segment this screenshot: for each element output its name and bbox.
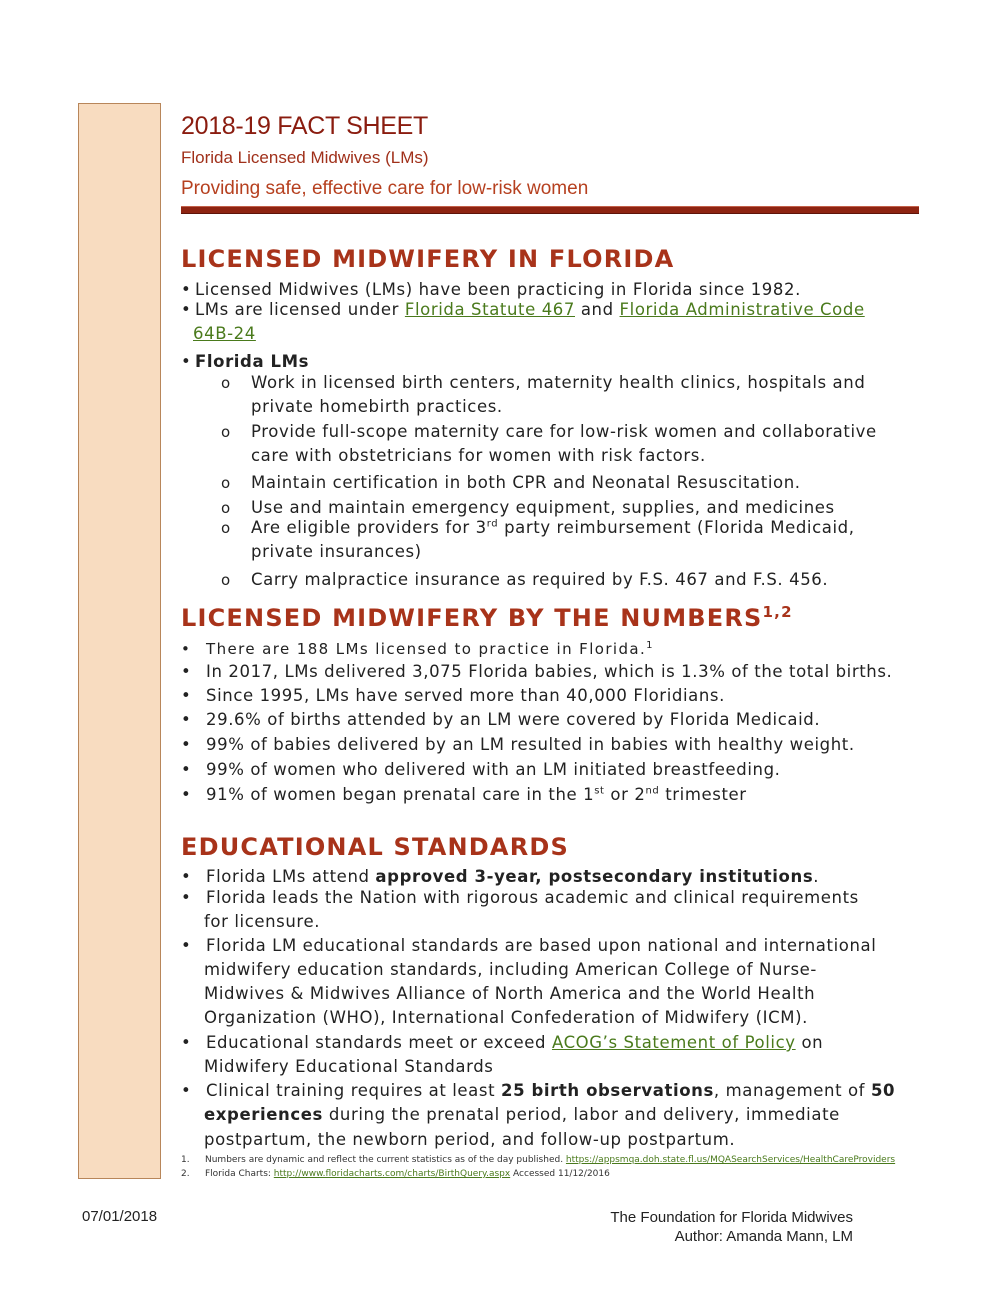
sub-list-item: o Provide full-scope maternity care for low-risk women and collaborative care with obstetricians for women with risk factors. bbox=[221, 422, 877, 465]
bullet-icon: • bbox=[181, 280, 192, 299]
bullet-icon: • bbox=[181, 640, 192, 658]
bullet-icon: • bbox=[181, 735, 192, 754]
bullet-icon: • bbox=[181, 1081, 192, 1100]
list-item-continued: experiences during the prenatal period, labor and delivery, immediate bbox=[204, 1105, 840, 1124]
list-item: • Educational standards meet or exceed ACOG’s Statement of Policy on bbox=[181, 1031, 921, 1055]
florida-statute-link[interactable]: Florida Statute 467 bbox=[404, 300, 575, 319]
list-item-continued: Midwifery Educational Standards bbox=[204, 1057, 494, 1076]
list-item: • Since 1995, LMs have served more than 40,000 Floridians. bbox=[181, 684, 921, 708]
page-title: 2018-19 FACT SHEET bbox=[181, 112, 429, 140]
list-item: • 99% of babies delivered by an LM resulted in babies with healthy weight. bbox=[181, 733, 921, 757]
circle-bullet-icon: o bbox=[221, 519, 231, 537]
bullet-icon: • bbox=[181, 785, 192, 804]
section-heading-licensed-midwifery: LICENSED MIDWIFERY IN FLORIDA bbox=[181, 245, 675, 273]
circle-bullet-icon: o bbox=[221, 423, 231, 441]
list-item: • Florida LMs attend approved 3-year, postsecondary institutions. bbox=[181, 865, 921, 889]
list-item: • Florida leads the Nation with rigorous academic and clinical requirements bbox=[181, 886, 921, 910]
bullet-icon: • bbox=[181, 686, 192, 705]
circle-bullet-icon: o bbox=[221, 374, 231, 392]
sub-list-item: o Maintain certification in both CPR and Neonatal Resuscitation. bbox=[221, 471, 911, 495]
circle-bullet-icon: o bbox=[221, 499, 231, 517]
footer-organization bbox=[610, 1208, 853, 1246]
acog-statement-link[interactable]: ACOG’s Statement of Policy bbox=[551, 1033, 796, 1052]
list-item: • There are 188 LMs licensed to practice in Florida.$^1$ bbox=[181, 637, 921, 661]
list-item-continued: Midwives & Midwives Alliance of North America and the World Health bbox=[204, 984, 816, 1003]
sidebar-panel bbox=[78, 103, 161, 1179]
sub-list-item: o Work in licensed birth centers, maternity health clinics, hospitals and private homebirth practices. bbox=[221, 373, 866, 416]
list-item: • 29.6% of births attended by an LM were covered by Florida Medicaid. bbox=[181, 708, 921, 732]
bullet-icon: • bbox=[181, 710, 192, 729]
bullet-icon: • bbox=[181, 936, 192, 955]
list-item: • 99% of women who delivered with an LM initiated breastfeeding. bbox=[181, 758, 921, 782]
fact-sheet-content bbox=[181, 108, 921, 1179]
bullet-icon: • bbox=[181, 760, 192, 779]
footnote-link[interactable]: https://appsmqa.doh.state.fl.us/MQASearchServices/HealthCareProviders bbox=[565, 1155, 896, 1165]
sub-list-item: o Are eligible providers for 3rd party reimbursement (Florida Medicaid, private insurances) bbox=[221, 518, 855, 561]
list-item: • LMs are licensed under Florida Statute 467 and Florida Administrative Code bbox=[181, 298, 921, 322]
bullet-icon: • bbox=[181, 352, 192, 371]
list-item: • Florida LM educational standards are based upon national and international bbox=[181, 934, 921, 958]
list-item: • Clinical training requires at least 25 birth observations, management of 50 bbox=[181, 1079, 921, 1103]
sub-list-item: o Carry malpractice insurance as required by F.S. 467 and F.S. 456. bbox=[221, 568, 911, 592]
bullet-icon: • bbox=[181, 662, 192, 681]
bullet-icon: • bbox=[181, 300, 192, 319]
list-item-continued: Organization (WHO), International Confederation of Midwifery (ICM). bbox=[204, 1008, 808, 1027]
footer-date: 07/01/2018 bbox=[82, 1208, 158, 1225]
bullet-icon: • bbox=[181, 888, 192, 907]
footer-org-name: The Foundation for Florida Midwives bbox=[610, 1209, 853, 1226]
florida-admin-code-link[interactable]: Florida Administrative Code bbox=[619, 300, 865, 319]
list-item-continued: postpartum, the newborn period, and follow-up postpartum. bbox=[204, 1130, 736, 1149]
page-tagline: Providing safe, effective care for low-risk women bbox=[181, 178, 589, 199]
section-heading-educational-standards: EDUCATIONAL STANDARDS bbox=[181, 833, 569, 861]
page-subtitle: Florida Licensed Midwives (LMs) bbox=[181, 148, 429, 167]
title-divider bbox=[181, 206, 919, 214]
footnote-link[interactable]: http://www.floridacharts.com/charts/BirthQuery.aspx bbox=[273, 1169, 511, 1179]
sub-list-item: o Use and maintain emergency equipment, supplies, and medicines bbox=[221, 496, 911, 520]
bullet-icon: • bbox=[181, 1033, 192, 1052]
circle-bullet-icon: o bbox=[221, 571, 231, 589]
section-heading-by-the-numbers: LICENSED MIDWIFERY BY THE NUMBERS$^{1,2}$ bbox=[181, 603, 793, 632]
list-item: • Florida LMs bbox=[181, 350, 921, 374]
circle-bullet-icon: o bbox=[221, 474, 231, 492]
florida-admin-code-link-continued[interactable]: 64B-24 bbox=[193, 324, 256, 343]
bullet-icon: • bbox=[181, 867, 192, 886]
footnote: 2. Florida Charts: http://www.floridacharts.com/charts/BirthQuery.aspx Accessed 11/12/2016 bbox=[181, 1169, 610, 1179]
list-item-continued bbox=[181, 322, 933, 346]
list-item: • In 2017, LMs delivered 3,075 Florida babies, which is 1.3% of the total births. bbox=[181, 660, 921, 684]
footnote: 1. Numbers are dynamic and reflect the current statistics as of the day published. https://appsmqa.doh.state.fl.us/MQASearchServices/HealthCareProviders bbox=[181, 1155, 896, 1165]
list-item-continued: for licensure. bbox=[204, 912, 321, 931]
list-item: • 91% of women began prenatal care in the 1st or 2nd trimester bbox=[181, 783, 921, 807]
footer-author: Author: Amanda Mann, LM bbox=[674, 1228, 853, 1245]
list-item-continued: midwifery education standards, including American College of Nurse- bbox=[204, 960, 817, 979]
list-item: • Licensed Midwives (LMs) have been practicing in Florida since 1982. bbox=[181, 278, 921, 302]
